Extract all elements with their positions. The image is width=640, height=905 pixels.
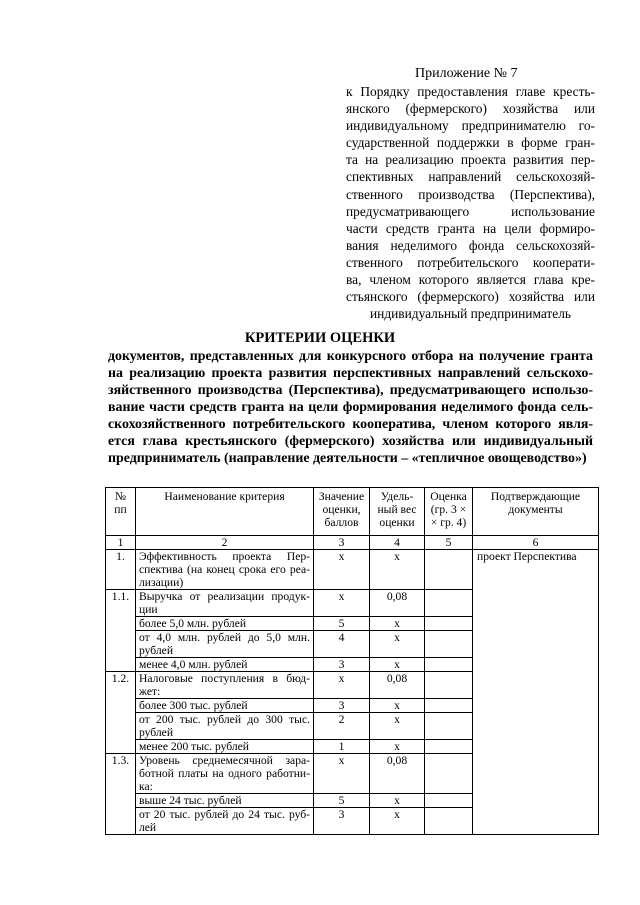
column-number: 5	[425, 536, 473, 550]
criterion-line: более 300 тыс. рублей	[139, 699, 248, 712]
row-number	[106, 808, 136, 835]
subtitle-line: документов, представленных для конкурсного отбора на получение гранта	[108, 349, 593, 364]
row-number	[106, 631, 136, 658]
criterion-name	[136, 590, 314, 617]
header-docs	[473, 488, 599, 536]
row-number: 1.2.	[106, 672, 136, 699]
criterion-line: Уровень среднемесячной зара-	[139, 754, 310, 767]
column-number: 4	[370, 536, 425, 550]
column-number: 2	[136, 536, 314, 550]
row-number	[106, 658, 136, 672]
criterion-name	[136, 808, 314, 835]
appendix-line: янского (фермерского) хозяйства или	[346, 101, 595, 117]
subtitle-line: на реализацию проекта развития перспективных направлений сельскохо-	[108, 366, 593, 381]
score-value: x	[314, 590, 370, 617]
weight-value: x	[370, 617, 425, 631]
row-number	[106, 617, 136, 631]
rating-value	[425, 658, 473, 672]
rating-value	[425, 808, 473, 835]
weight-value: x	[370, 794, 425, 808]
appendix-line: к Порядку предоставления главе кресть-	[346, 84, 595, 99]
score-value: 5	[314, 794, 370, 808]
row-number	[106, 713, 136, 740]
criteria-table	[105, 487, 599, 835]
criterion-name	[136, 754, 314, 794]
criterion-line: выше 24 тыс. рублей	[139, 794, 242, 807]
header-line: Значение	[318, 490, 365, 503]
criterion-line: спективa (на конец срока его реа-	[139, 563, 310, 576]
rating-value	[425, 740, 473, 754]
appendix-line: ственного потребительского кооперати-	[346, 254, 595, 270]
weight-value: x	[370, 808, 425, 835]
appendix-line: индивидуальному предпринимателю го-	[346, 118, 595, 134]
criterion-line: ка:	[139, 780, 153, 793]
criterion-name	[136, 672, 314, 699]
header-line: Подтверждающие	[490, 490, 581, 503]
column-number: 6	[473, 536, 599, 550]
criterion-name	[136, 794, 314, 808]
appendix-reference	[346, 83, 595, 322]
criterion-name	[136, 713, 314, 740]
row-number	[106, 794, 136, 808]
criterion-name	[136, 699, 314, 713]
header-line: × гр. 4)	[430, 516, 467, 529]
header-weight	[370, 488, 425, 536]
criterion-line: менее 4,0 млн. рублей	[139, 658, 248, 671]
score-value: x	[314, 754, 370, 794]
subtitle-line: предприниматель (направление деятельности – «тепличное овощеводство»)	[108, 451, 587, 466]
document-heading: КРИТЕРИИ ОЦЕНКИ	[244, 330, 396, 346]
subtitle-line: ется глава крестьянского (фермерского) хозяйства или индивидуальный	[108, 434, 593, 449]
appendix-line: индивидуальный предприниматель	[369, 306, 572, 322]
weight-value: 0,08	[370, 590, 425, 617]
header-line: Оценка	[430, 490, 467, 503]
weight-value: x	[370, 658, 425, 672]
subtitle-line: скохозяйственного потребительского кооператива, членом которого явля-	[108, 417, 593, 432]
column-number: 1	[106, 536, 136, 550]
row-number: 1.3.	[106, 754, 136, 794]
document-subtitle	[108, 348, 593, 467]
supporting-docs: проект Перспектива	[473, 550, 599, 835]
score-value: x	[314, 672, 370, 699]
column-number: 3	[314, 536, 370, 550]
criterion-line: лей	[139, 821, 157, 834]
header-line: ный вес	[377, 503, 417, 516]
rating-value	[425, 617, 473, 631]
header-line: документы	[508, 503, 563, 516]
table-row	[106, 550, 599, 590]
header-no	[106, 488, 136, 536]
criterion-name	[136, 658, 314, 672]
weight-value: x	[370, 740, 425, 754]
score-value: 3	[314, 699, 370, 713]
table-header-row	[106, 488, 599, 536]
header-line: баллов	[324, 516, 359, 529]
rating-value	[425, 794, 473, 808]
appendix-line: предусматривающего использование	[346, 203, 595, 219]
appendix-line: ва, членом которого является глава кре-	[346, 272, 595, 288]
row-number: 1.	[106, 550, 136, 590]
appendix-line: ственного производства (Перспектива),	[346, 186, 595, 202]
criterion-name	[136, 550, 314, 590]
criterion-name	[136, 740, 314, 754]
score-value: 5	[314, 617, 370, 631]
appendix-line: вания неделимого фонда сельскохозяй-	[346, 237, 595, 253]
criterion-line: лизации)	[139, 576, 184, 589]
header-name: Наименование критерия	[136, 488, 314, 536]
row-number: 1.1.	[106, 590, 136, 617]
header-line: оценки,	[322, 503, 361, 516]
header-line: (гр. 3 ×	[430, 503, 467, 516]
weight-value: 0,08	[370, 754, 425, 794]
appendix-title: Приложение № 7	[415, 66, 518, 81]
rating-value	[425, 713, 473, 740]
score-value: 2	[314, 713, 370, 740]
appendix-line: спективных направлений сельскохозяй-	[346, 169, 595, 185]
header-line: №	[114, 490, 127, 503]
weight-value: x	[370, 631, 425, 658]
appendix-line: та на реализацию проекта развития пер-	[346, 152, 595, 168]
criterion-name	[136, 617, 314, 631]
rating-value	[425, 699, 473, 713]
criterion-line: рублей	[139, 726, 174, 739]
row-number	[106, 699, 136, 713]
header-rating	[425, 488, 473, 536]
weight-value: 0,08	[370, 672, 425, 699]
header-line: Удель-	[380, 490, 414, 503]
header-line: пп	[114, 503, 127, 516]
criterion-line: ботной платы на одного работни-	[139, 767, 310, 780]
criterion-line: более 5,0 млн. рублей	[139, 617, 247, 630]
criterion-line: рублей	[139, 644, 174, 657]
weight-value: x	[370, 713, 425, 740]
score-value: x	[314, 550, 370, 590]
rating-value	[425, 672, 473, 699]
weight-value: x	[370, 550, 425, 590]
criterion-line: от 20 тыс. рублей до 24 тыс. руб-	[139, 808, 310, 821]
rating-value	[425, 631, 473, 658]
criterion-line: Налоговые поступления в бюд-	[139, 672, 310, 685]
header-line: оценки	[379, 516, 415, 529]
criterion-line: менее 200 тыс. рублей	[139, 740, 249, 753]
subtitle-line: зяйственного производства (Перспектива), предусматривающего использо-	[108, 383, 593, 398]
criterion-name	[136, 631, 314, 658]
row-number	[106, 740, 136, 754]
subtitle-line: вание части средств гранта на цели формирования неделимого фонда сель-	[108, 400, 593, 415]
criterion-line: от 200 тыс. рублей до 300 тыс.	[139, 713, 310, 726]
score-value: 3	[314, 658, 370, 672]
score-value: 1	[314, 740, 370, 754]
criterion-line: жет:	[139, 685, 161, 698]
header-score	[314, 488, 370, 536]
criterion-line: от 4,0 млн. рублей до 5,0 млн.	[139, 631, 310, 644]
appendix-line: сударственной поддержки в форме гран-	[346, 135, 595, 151]
column-numbers-row	[106, 536, 599, 550]
rating-value	[425, 590, 473, 617]
score-value: 4	[314, 631, 370, 658]
rating-value	[425, 754, 473, 794]
appendix-line: стьянского (фермерского) хозяйства или	[346, 289, 595, 305]
criterion-line: Эффективность проекта Пер-	[139, 550, 310, 563]
score-value: 3	[314, 808, 370, 835]
rating-value	[425, 550, 473, 590]
appendix-line: части средств гранта на цели формиро-	[346, 220, 595, 236]
criterion-line: Выручка от реализации продук-	[139, 590, 310, 603]
criterion-line: ции	[139, 603, 158, 616]
weight-value: x	[370, 699, 425, 713]
